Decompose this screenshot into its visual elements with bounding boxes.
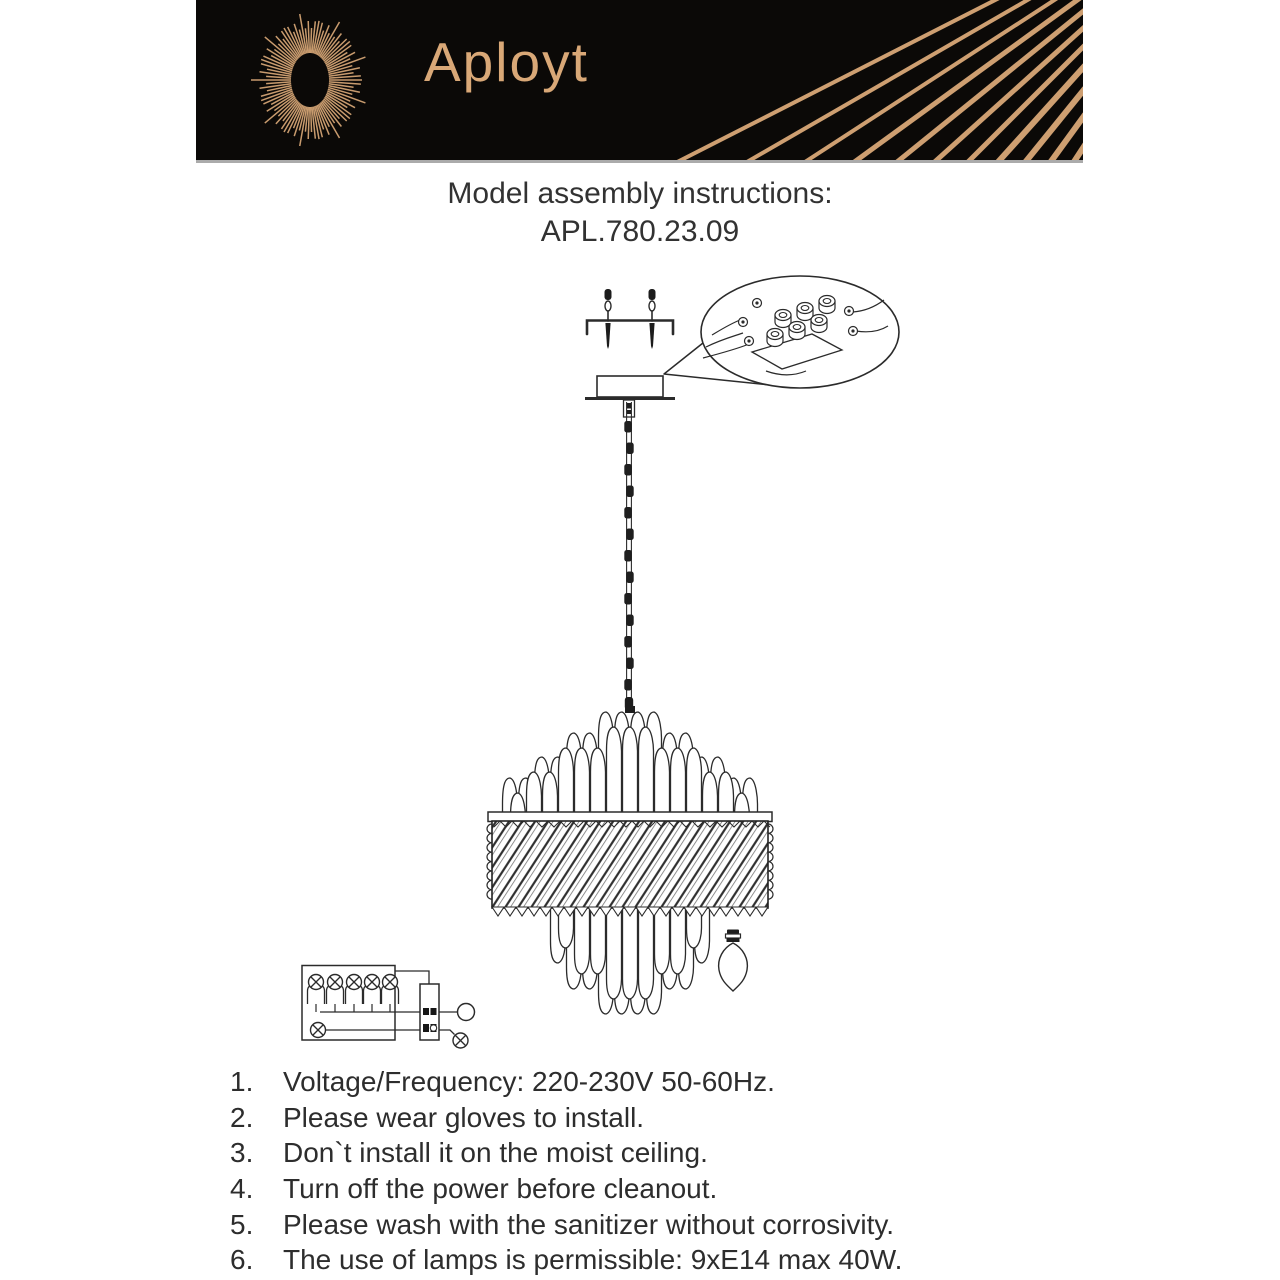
wiring-diagram	[302, 966, 475, 1049]
chandelier-crown-bottom	[551, 906, 710, 1014]
page-title: Model assembly instructions:	[447, 177, 833, 210]
title-block	[0, 175, 1280, 251]
instruction-item: 5. Please wash with the sanitizer without corrosivity.	[230, 1208, 895, 1240]
instruction-item: 3. Don`t install it on the moist ceiling.	[230, 1137, 708, 1169]
hanging-chain-icon	[624, 402, 635, 713]
instruction-item: 1. Voltage/Frequency: 220-230V 50-60Hz.	[230, 1065, 775, 1097]
instruction-item: 4. Turn off the power before cleanout.	[230, 1172, 718, 1204]
instruction-item: 6. The use of lamps is permissible: 9xE14 max 40W.	[230, 1244, 903, 1276]
neutral-terminal-icon	[458, 1004, 475, 1021]
brand-banner	[196, 0, 1083, 163]
brand-name: Aployt	[424, 31, 589, 93]
instructions-list	[230, 1064, 1130, 1278]
sunburst-logo-icon	[235, 5, 385, 155]
assembly-diagram	[0, 270, 1280, 1065]
pleated-drum	[487, 812, 773, 916]
ceiling-canopy-icon	[585, 376, 675, 417]
terminal-block-callout	[664, 276, 899, 388]
candle-bulb-icon	[719, 930, 748, 992]
mounting-hardware-icon	[587, 289, 673, 349]
instruction-item: 2. Please wear gloves to install.	[230, 1101, 645, 1133]
model-number: APL.780.23.09	[540, 215, 740, 248]
chandelier-crown-top	[503, 712, 758, 818]
decorative-rays-icon	[583, 0, 1083, 160]
